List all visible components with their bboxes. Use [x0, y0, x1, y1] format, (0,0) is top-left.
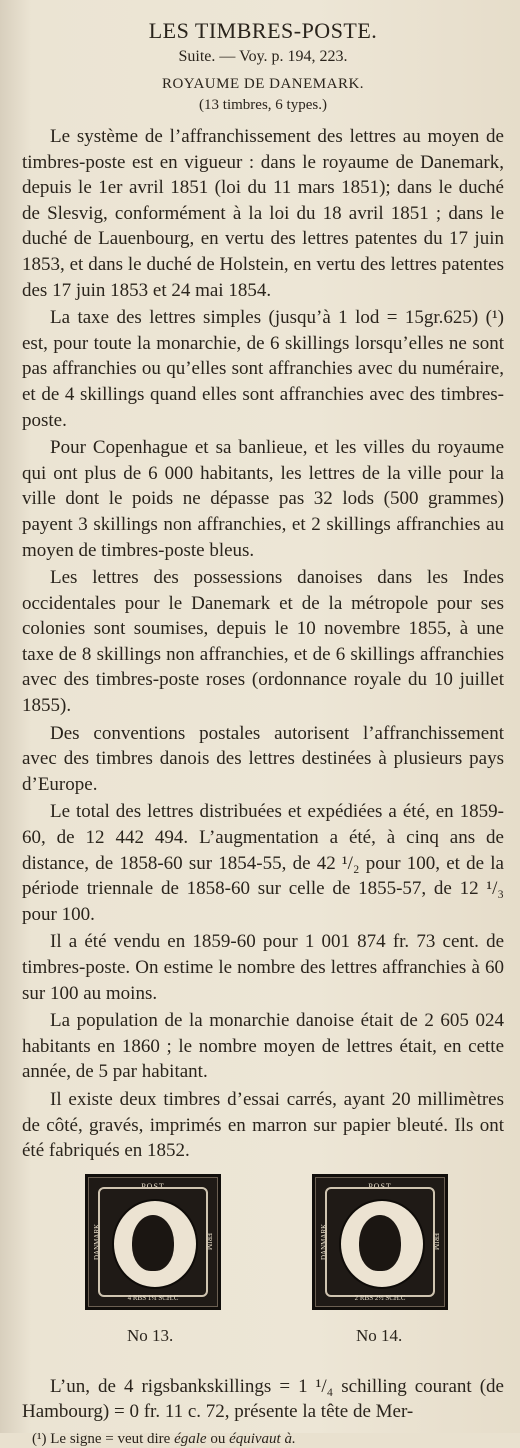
paragraph-6: Le total des lettres distribuées et expédiées a été, en 1859-60, de 12 442 494. L’augmentation a été, à cinq ans de distance, de 1858-60 sur 1854-55, de 42 ¹/₂ pour 100, et de la période triennale de 1858-60 sur celle de 1855-57, de 12 ¹/₃ pour 100. [22, 801, 504, 925]
footnote [32, 1431, 504, 1448]
paragraph-1: Le système de l’affranchissement des lettres au moyen de timbres-poste est en vigueur : dans le royaume de Danemark, depuis le 1er avril 1851 (loi du 11 mars 1851); dans le duché de Slesvig, conformément à la loi du 18 avril 1851 ; dans le duché de Lauenbourg, en vertu des lettres patentes du 17 juin 1853, et dans le duché de Holstein, en vertu des lettres patentes des 17 juin 1853 et 24 mai 1854. [22, 126, 504, 301]
paragraph-9: Il existe deux timbres d’essai carrés, ayant 20 millimètres de côté, gravés, imprimés en marron sur papier bleuté. Ils ont été fabriqués en 1852. [22, 1088, 504, 1162]
stamp-13-right-text: FRIM [205, 1233, 213, 1251]
closing-paragraph: L’un, de 4 rigsbankskillings = 1 ¹/₄ schilling courant (de Hambourg) = 0 fr. 11 c. 72, présente la tête de Mer- [22, 1375, 504, 1423]
stamp-13-left-text: DANMARK [93, 1223, 101, 1260]
paragraph-7: Il a été vendu en 1859-60 pour 1 001 874 fr. 73 cent. de timbres-poste. On estime le nombre des lettres affranchies à 60 sur 100 au moins. [22, 931, 504, 1004]
footnote-middle: ou [210, 1430, 226, 1447]
king-portrait-icon [359, 1215, 401, 1271]
mercury-head-icon [132, 1215, 174, 1271]
page-subtitle: Suite. — Voy. p. 194, 223. [178, 48, 348, 65]
paragraph-8: La population de la monarchie danoise était de 2 605 024 habitants en 1860 ; le nombre moyen de lettres était, en cette année, de 5 par habitant. [22, 1010, 504, 1083]
stamp-13-top-text: POST [141, 1181, 165, 1191]
stamp-illustrations [22, 1174, 504, 1374]
stamp-13-image [85, 1174, 221, 1310]
stamp-14-left-text: DANMARK [320, 1223, 328, 1260]
section-title: ROYAUME DE DANEMARK. [161, 76, 365, 92]
paragraph-2: La taxe des lettres simples (jusqu’à 1 lod = 15gr.625) (¹) est, pour toute la monarchie, de 6 skillings lorsqu’elles ne sont pas affranchies ou qu’elles sont affranchies avec du numéraire, et de 4 skillings quand elles sont affranchies avec des timbres-poste. [22, 307, 504, 431]
section-subtitle: (13 timbres, 6 types.) [199, 97, 327, 113]
footnote-marker: (¹) [32, 1430, 47, 1447]
stamp-14-image [312, 1174, 448, 1310]
stamp-13-caption: No 13. [127, 1325, 174, 1345]
stamp-14-caption: No 14. [356, 1325, 403, 1345]
footnote-prefix: Le signe = veut dire [50, 1430, 171, 1447]
footnote-em-2: équivaut à. [229, 1430, 296, 1447]
footnote-em-1: égale [174, 1430, 207, 1447]
paragraph-4: Les lettres des possessions danoises dans les Indes occidentales pour le Danemark et de la métropole pour ses colonies sont soumises, depuis le 10 novembre 1855, à une taxe de 8 skillings non affranchies, et de 6 skillings affranchies avec des timbres-poste roses (ordonnance royale du 10 juillet 1855). [22, 567, 504, 717]
stamp-14-bottom-text: 2 RBS 2½ SCH.C [354, 1293, 406, 1302]
stamp-13-bottom-text: 4 RBS 1¼ SCH.C [127, 1293, 179, 1302]
stamp-14-top-text: POST [368, 1181, 392, 1191]
paragraph-3: Pour Copenhague et sa banlieue, et les villes du royaume qui ont plus de 6 000 habitants, les lettres de la ville pour la ville dont le poids ne dépasse pas 32 lods (500 grammes) payent 3 skillings non affranchies, et 2 skillings affranchies au moyen de timbres-poste bleus. [22, 437, 504, 561]
paragraph-5: Des conventions postales autorisent l’affranchissement avec des timbres danois des lettres destinées à plusieurs pays d’Europe. [22, 722, 504, 795]
page-title: LES TIMBRES-POSTE. [148, 18, 378, 43]
stamp-14-right-text: FRIM [432, 1233, 440, 1251]
